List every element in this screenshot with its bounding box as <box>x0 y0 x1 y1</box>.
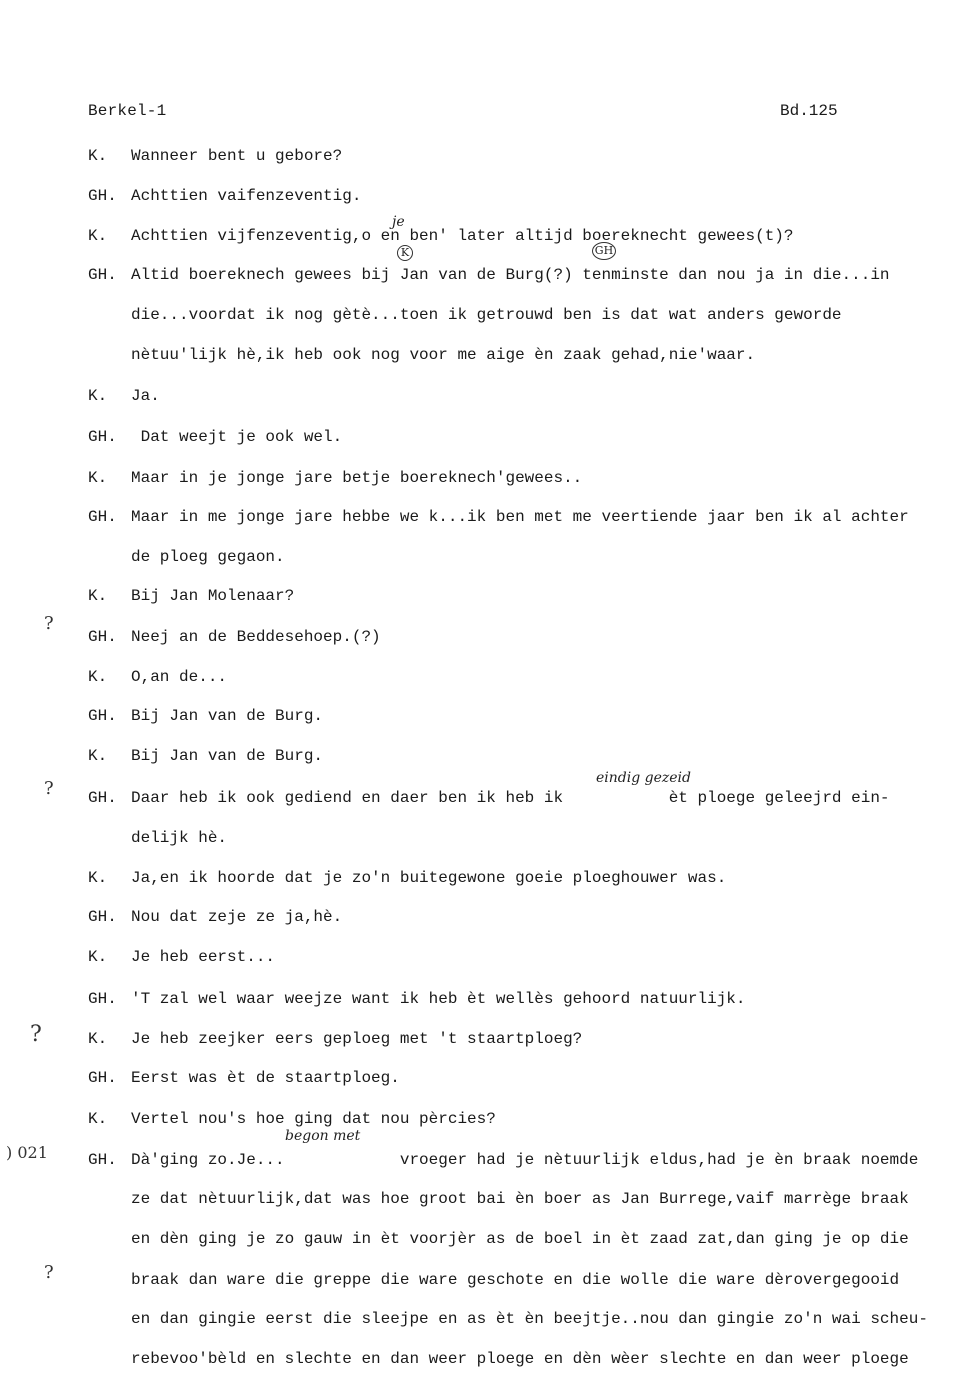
line-text: Dà'ging zo.Je... vroeger had je nètuurlijk eldus,had je èn braak noemde <box>131 1151 919 1169</box>
speaker-label: K. <box>88 869 108 887</box>
speaker-label: GH. <box>88 187 117 205</box>
line-text: Dat weejt je ook wel. <box>131 428 343 446</box>
margin-bracket: ? <box>30 1022 42 1047</box>
line-text: Ja,en ik hoorde dat je zo'n buitegewone goeie ploeghouwer was. <box>131 869 727 887</box>
line-text: Achttien vijfenzeventig,o en ben' later altijd boereknecht gewees(t)? <box>131 227 794 245</box>
line-text: O,an de... <box>131 668 228 686</box>
line-text: Vertel nou's hoe ging dat nou pèrcies? <box>131 1110 496 1128</box>
margin-question-mark: ? <box>44 1262 54 1283</box>
speaker-label: K. <box>88 587 108 605</box>
line-text: die...voordat ik nog gètè...toen ik getrouwd ben is dat wat anders geworde <box>131 306 842 324</box>
handwritten-je: je <box>392 214 405 230</box>
line-text: rebevoo'bèld en slechte en dan weer ploege en dèn wèer slechte en dan weer ploege <box>131 1350 909 1368</box>
margin-question-mark: ? <box>44 778 54 799</box>
handwritten-eindig-gezeid: eindig gezeid <box>596 770 691 786</box>
line-text: Altid boereknech gewees bij Jan van de Burg(?) tenminste dan nou ja in die...in <box>131 266 890 284</box>
line-text: Maar in me jonge jare hebbe we k...ik ben met me veertiende jaar ben ik al achter <box>131 508 909 526</box>
margin-counter: ) 021 <box>6 1143 48 1162</box>
handwritten-begon-met: begon met <box>285 1128 361 1144</box>
line-text: nètuu'lijk hè,ik heb ook nog voor me aige èn zaak gehad,nie'waar. <box>131 346 756 364</box>
speaker-label: GH. <box>88 428 117 446</box>
line-text: Eerst was èt de staartploeg. <box>131 1069 400 1087</box>
speaker-label: K. <box>88 469 108 487</box>
line-text: Je heb zeejker eers geploeg met 't staartploeg? <box>131 1030 583 1048</box>
line-text: braak dan ware die greppe die ware geschote en die wolle die ware dèrovergegooid <box>131 1271 900 1289</box>
speaker-label: GH. <box>88 266 117 284</box>
speaker-label: GH. <box>88 628 117 646</box>
line-text: 'T zal wel waar weejze want ik heb èt wellès gehoord natuurlijk. <box>131 990 746 1008</box>
line-text: ze dat nètuurlijk,dat was hoe groot bai èn boer as Jan Burrege,vaif marrège braak <box>131 1190 909 1208</box>
speaker-label: GH. <box>88 1069 117 1087</box>
margin-question-mark: ? <box>44 613 54 634</box>
line-text: delijk hè. <box>131 829 228 847</box>
header-title: Berkel-1 <box>88 102 167 120</box>
line-text: Daar heb ik ook gediend en daer ben ik heb ik èt ploege geleejrd ein- <box>131 789 890 807</box>
speaker-label: GH. <box>88 1151 117 1169</box>
line-text: Je heb eerst... <box>131 948 276 966</box>
line-text: Maar in je jonge jare betje boereknech'gewees.. <box>131 469 583 487</box>
line-text: en dèn ging je zo gauw in èt voorjèr as de boel in èt zaad zat,dan ging je op die <box>131 1230 909 1248</box>
circled-k: K <box>397 245 413 261</box>
speaker-label: K. <box>88 948 108 966</box>
line-text: Ja. <box>131 387 160 405</box>
speaker-label: K. <box>88 227 108 245</box>
line-text: Neej an de Beddesehoep.(?) <box>131 628 381 646</box>
speaker-label: K. <box>88 668 108 686</box>
line-text: Achttien vaifenzeventig. <box>131 187 362 205</box>
speaker-label: K. <box>88 387 108 405</box>
header-page-number: Bd.125 <box>780 102 838 120</box>
speaker-label: K. <box>88 147 108 165</box>
circled-gh: GH <box>592 242 616 260</box>
speaker-label: K. <box>88 1030 108 1048</box>
speaker-label: K. <box>88 1110 108 1128</box>
speaker-label: GH. <box>88 508 117 526</box>
line-text: Nou dat zeje ze ja,hè. <box>131 908 343 926</box>
speaker-label: K. <box>88 747 108 765</box>
line-text: en dan gingie eerst die sleejpe en as èt èn beejtje..nou dan gingie zo'n wai scheu- <box>131 1310 928 1328</box>
line-text: Bij Jan Molenaar? <box>131 587 295 605</box>
speaker-label: GH. <box>88 789 117 807</box>
speaker-label: GH. <box>88 990 117 1008</box>
speaker-label: GH. <box>88 707 117 725</box>
line-text: Bij Jan van de Burg. <box>131 707 324 725</box>
line-text: de ploeg gegaon. <box>131 548 285 566</box>
line-text: Wanneer bent u gebore? <box>131 147 343 165</box>
speaker-label: GH. <box>88 908 117 926</box>
line-text: Bij Jan van de Burg. <box>131 747 324 765</box>
